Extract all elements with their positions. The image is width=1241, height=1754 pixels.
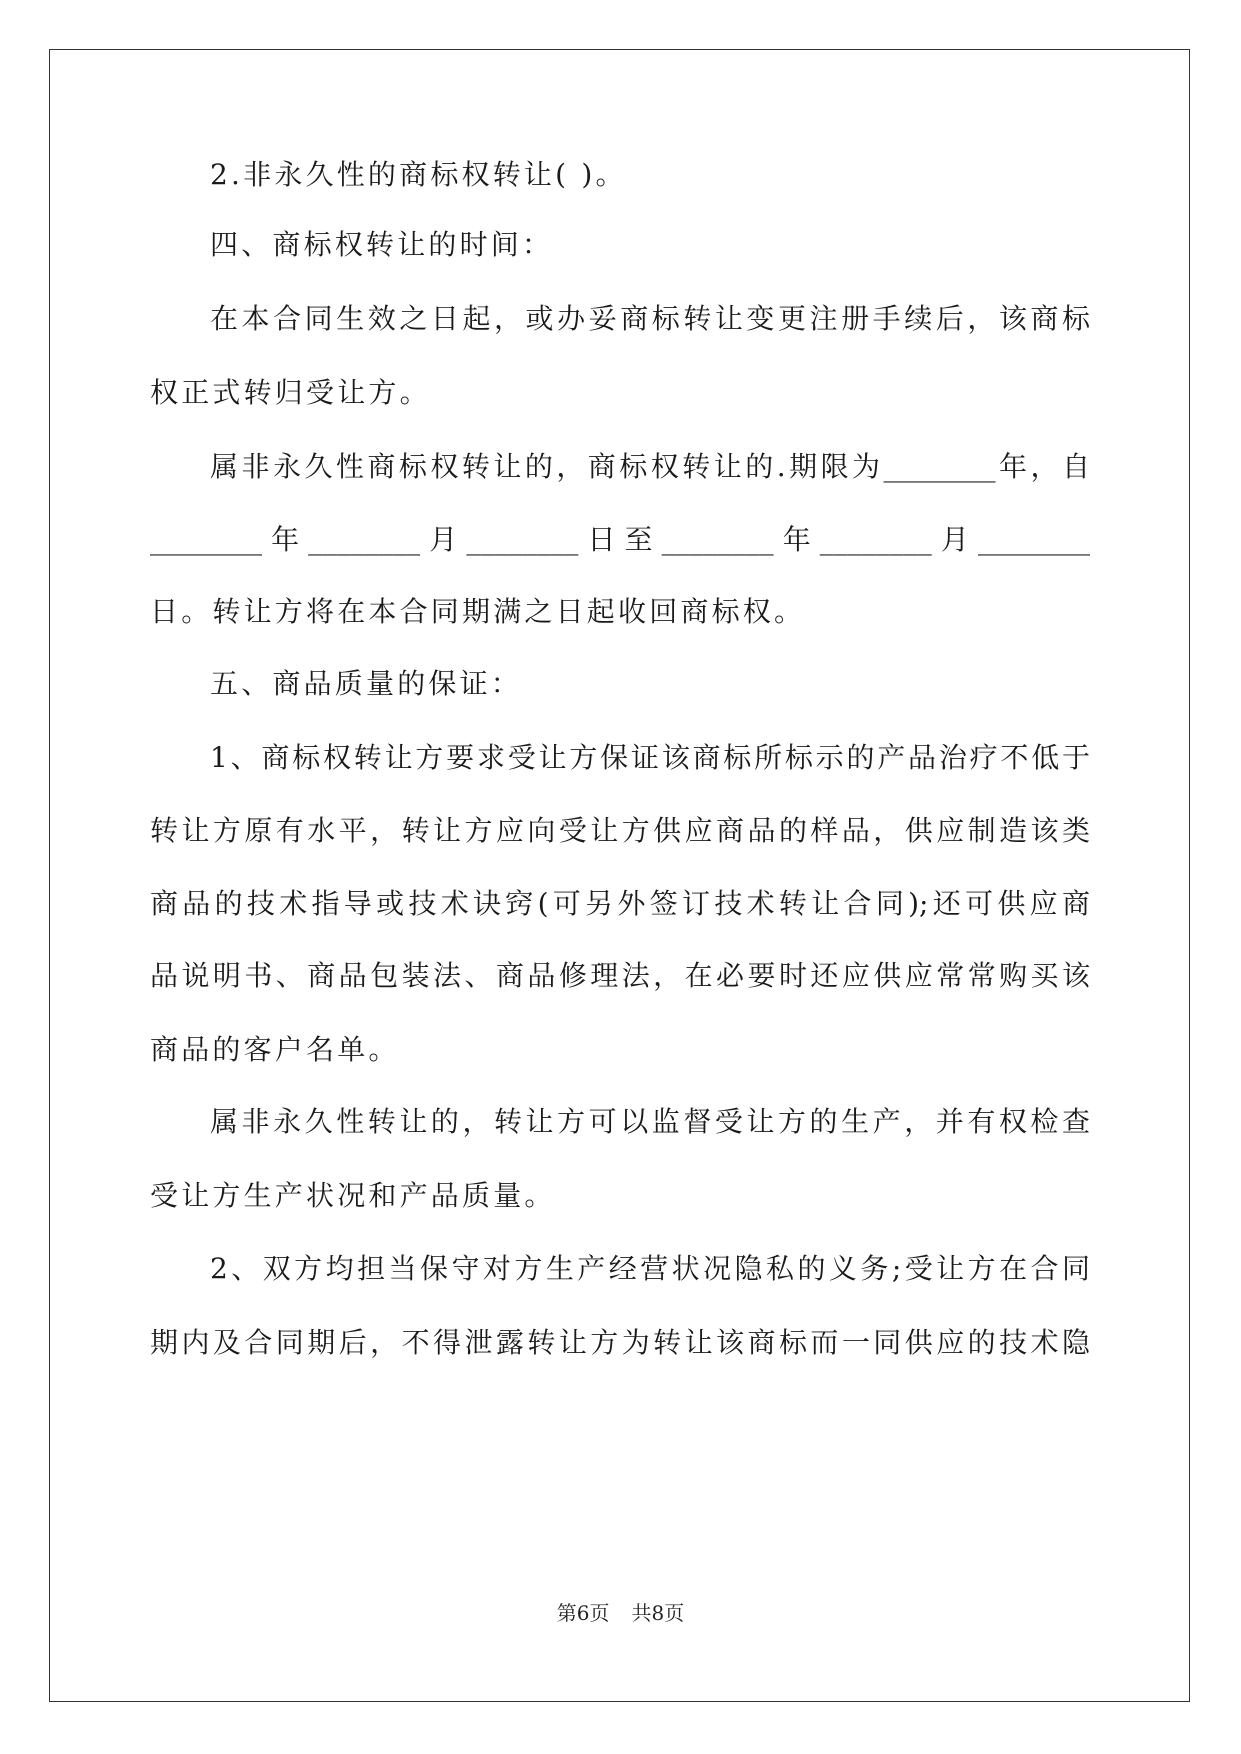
page-number-current: 第6页 [556,1601,610,1625]
paragraph-line: 在本合同生效之日起，或办妥商标转让变更注册手续后，该商标 [210,302,1090,335]
paragraph-line: 受让方生产状况和产品质量。 [150,1179,556,1212]
paragraph-line: 2.非永久性的商标权转让( )。 [210,158,627,191]
paragraph-line: 1、商标权转让方要求受让方保证该商标所标示的产品治疗不低于 [210,741,1090,774]
paragraph-line: ________年________月________日至________年________月________ [150,523,1090,556]
section-heading: 五、商品质量的保证： [210,667,523,700]
paragraph-line: 属非永久性转让的，转让方可以监督受让方的生产，并有权检查 [210,1105,1090,1138]
paragraph-line: 权正式转归受让方。 [150,376,431,409]
paragraph-line: 转让方原有水平，转让方应向受让方供应商品的样品，供应制造该类 [150,814,1090,847]
paragraph-line: 2、双方均担当保守对方生产经营状况隐私的义务;受让方在合同 [210,1252,1090,1285]
section-heading: 四、商标权转让的时间： [210,228,554,261]
page-footer [0,1601,1241,1625]
paragraph-line: 属非永久性商标权转让的，商标权转让的.期限为________年，自 [210,450,1090,483]
paragraph-line: 期内及合同期后，不得泄露转让方为转让该商标而一同供应的技术隐 [150,1326,1090,1359]
paragraph-line: 日。转让方将在本合同期满之日起收回商标权。 [150,595,806,628]
page-number-total: 共8页 [631,1601,685,1625]
paragraph-line: 品说明书、商品包装法、商品修理法，在必要时还应供应常常购买该 [150,959,1090,992]
paragraph-line: 商品的客户名单。 [150,1033,400,1066]
paragraph-line: 商品的技术指导或技术诀窍(可另外签订技术转让合同);还可供应商 [150,887,1090,920]
page-border [49,49,1190,1702]
